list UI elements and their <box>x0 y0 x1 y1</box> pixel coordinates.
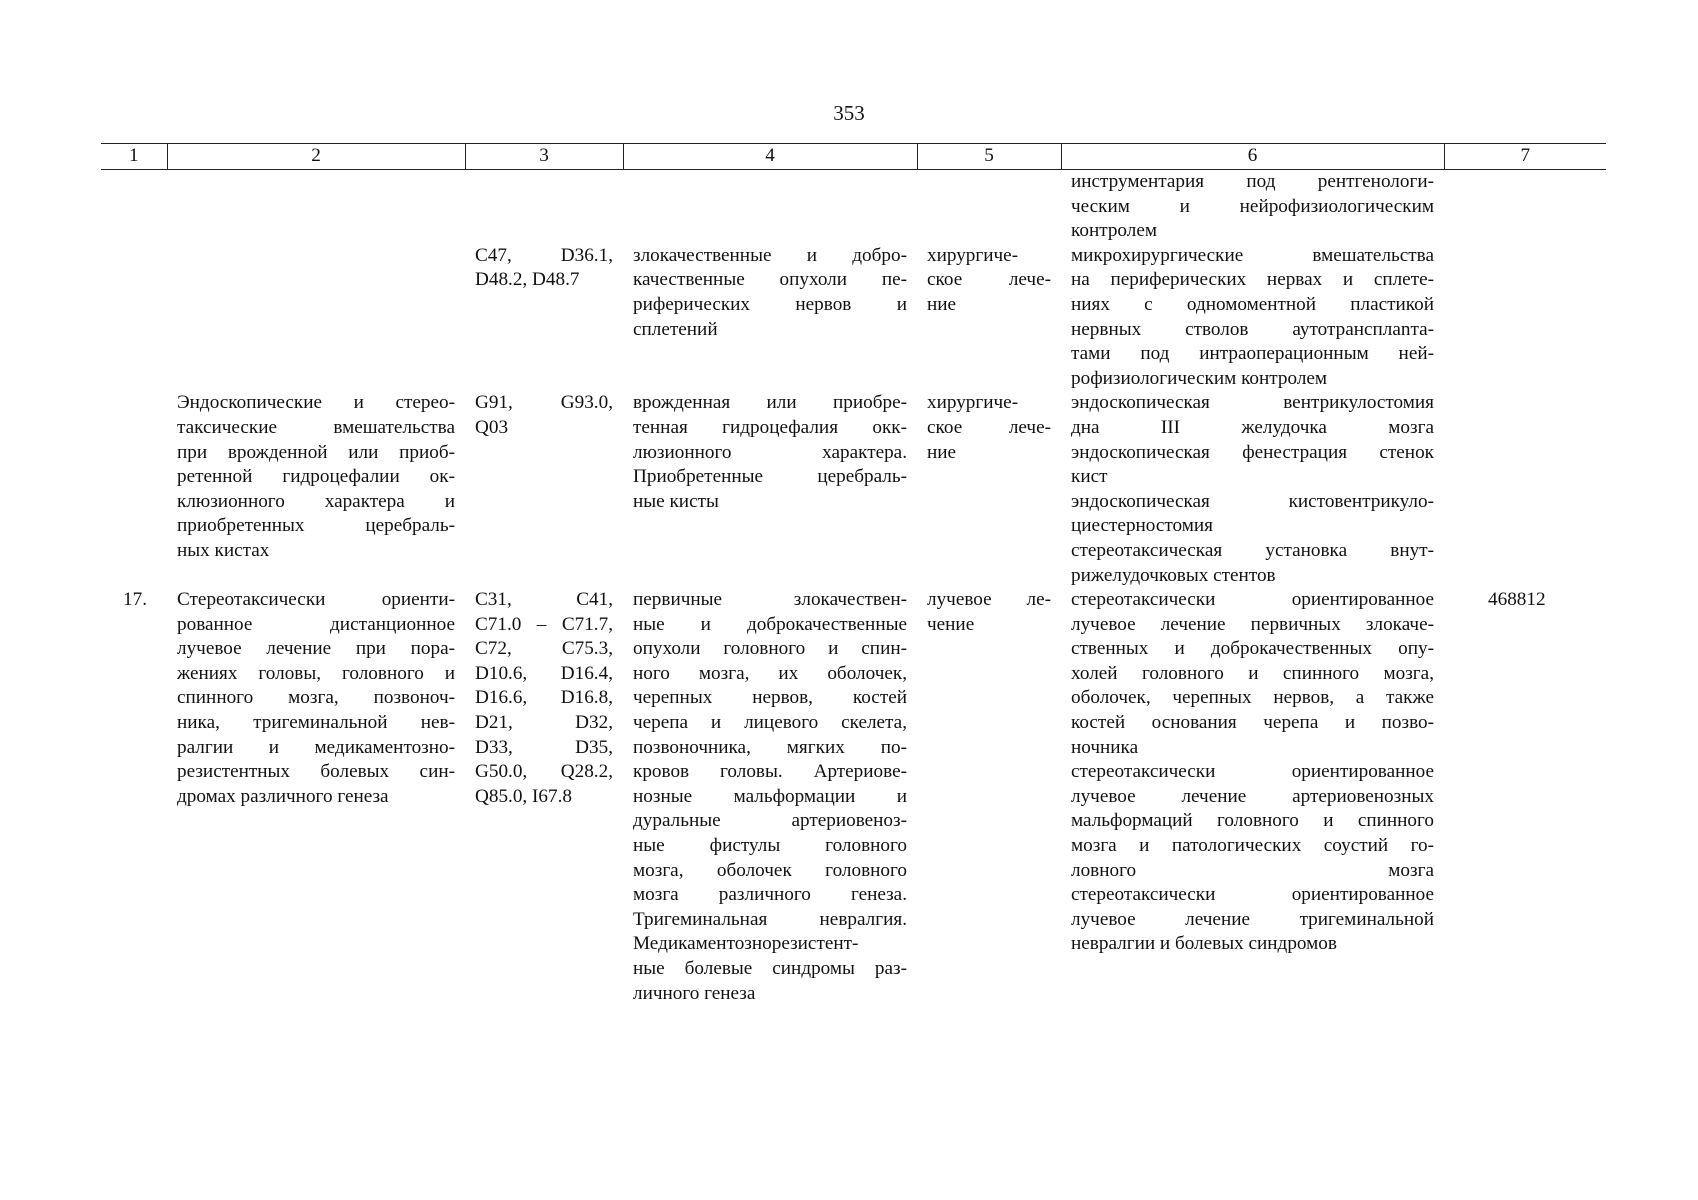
cell-line: Q85.0, I67.8 <box>475 785 572 807</box>
table-row <box>101 391 1606 588</box>
cell-line: C31, C41, <box>475 589 613 611</box>
table-row <box>101 588 1606 1006</box>
cell-line: на периферических нервах и сплете- <box>1071 269 1434 291</box>
treatment-type-cell <box>917 391 1061 588</box>
cell-line: Приобретенные церебраль- <box>633 466 907 488</box>
treatment-type-cell <box>917 588 1061 1006</box>
cell-line: оболочек, черепных нервов, а также <box>1071 687 1434 709</box>
cell-line: мозга, оболочек головного <box>633 859 907 881</box>
cell-line: люзионного характера. <box>633 441 907 463</box>
cell-line: ское лече- <box>927 269 1051 291</box>
cell-line: C47, D36.1, <box>475 244 613 266</box>
cell-line: сплетений <box>633 318 718 340</box>
icd-codes-cell <box>465 170 623 244</box>
cell-line: ного мозга, их оболочек, <box>633 662 907 684</box>
cell-line: ретенной гидроцефалии ок- <box>177 466 455 488</box>
cell-line: клюзионного характера и <box>177 490 455 512</box>
cell-line: ственных и доброкачественных опу- <box>1071 638 1434 660</box>
page-number: 353 <box>833 101 865 125</box>
cell-line: дромах различного генеза <box>177 785 389 807</box>
cell-line: Тригеминальная невралгия. <box>633 908 907 930</box>
column-header-7: 7 <box>1444 144 1606 170</box>
cell-line: ные и доброкачественные <box>633 613 907 635</box>
column-header-2: 2 <box>167 144 465 170</box>
treatment-method-cell <box>1061 170 1444 244</box>
column-header-5: 5 <box>917 144 1061 170</box>
cell-line: ных кистах <box>177 539 270 561</box>
cell-line: лучевое лечение тригеминальной <box>1071 908 1434 930</box>
column-number-header-row <box>101 144 1606 170</box>
cell-line: спинного мозга, позвоноч- <box>177 687 455 709</box>
cell-line: лучевое ле- <box>927 589 1051 611</box>
cell-line: Q03 <box>475 416 509 438</box>
cell-line: стереотаксически ориентированное <box>1071 761 1434 783</box>
cell-line: стереотаксически ориентированное <box>1071 884 1434 906</box>
row-number-cell <box>101 391 167 588</box>
cell-line: таксические вмешательства <box>177 416 455 438</box>
treatment-method-cell <box>1061 244 1444 392</box>
cell-line: костей основания черепа и позво- <box>1071 712 1434 734</box>
cell-line: ние <box>927 441 957 463</box>
cell-line: ночника <box>1071 736 1139 758</box>
cell-line: нервных стволов аутотрансплanта- <box>1071 318 1434 340</box>
cell-line: Эндоскопические и стерео- <box>177 392 455 414</box>
cost-cell <box>1444 244 1606 392</box>
cell-line: хирургиче- <box>927 244 1019 266</box>
cell-line: C71.0 – C71.7, <box>475 613 613 635</box>
cell-line: черепных нервов, костей <box>633 687 907 709</box>
row-number-cell <box>101 170 167 244</box>
cell-line: ческим и нейрофизиологическим <box>1071 195 1434 217</box>
cell-line: рофизиологическим контролем <box>1071 367 1328 389</box>
cell-line: мальформаций головного и спинного <box>1071 810 1434 832</box>
cost-cell <box>1444 170 1606 244</box>
procedure-name-cell <box>167 244 465 392</box>
patient-model-cell <box>623 170 917 244</box>
cell-line: тами под интраоперационным ней- <box>1071 343 1434 365</box>
cell-line: качественные опухоли пе- <box>633 269 907 291</box>
cell-line: хирургиче- <box>927 392 1019 414</box>
cell-line: дуральные артериовеноз- <box>633 810 907 832</box>
cell-line: D10.6, D16.4, <box>475 662 613 684</box>
cell-line: рижелудочковых стентов <box>1071 564 1276 586</box>
cell-line: эндоскопическая вентрикулостомия <box>1071 392 1434 414</box>
procedure-name-cell <box>167 391 465 588</box>
cell-line: личного генеза <box>633 982 756 1004</box>
cell-line: опухоли головного и спин- <box>633 638 907 660</box>
cell-line: циестерностомия <box>1071 515 1213 537</box>
cell-line: риферических нервов и <box>633 293 907 315</box>
cell-line: эндоскопическая кистовентрикуло- <box>1071 490 1434 512</box>
table-row <box>101 244 1606 392</box>
column-header-3: 3 <box>465 144 623 170</box>
icd-codes-cell <box>465 588 623 1006</box>
cell-line: чение <box>927 613 975 635</box>
cell-line: черепа и лицевого скелета, <box>633 712 907 734</box>
cell-line: D21, D32, <box>475 712 613 734</box>
cell-line: ные кисты <box>633 490 719 512</box>
cell-line: C72, C75.3, <box>475 638 613 660</box>
cell-line: ные фистулы головного <box>633 835 907 857</box>
column-header-1: 1 <box>101 144 167 170</box>
column-header-6: 6 <box>1061 144 1444 170</box>
treatment-method-cell <box>1061 588 1444 1006</box>
column-header-4: 4 <box>623 144 917 170</box>
cell-line: позвоночника, мягких по- <box>633 736 907 758</box>
cell-line: первичные злокачествен- <box>633 589 907 611</box>
cell-line: стереотаксическая установка внут- <box>1071 539 1434 561</box>
cell-line: Стереотаксически ориенти- <box>177 589 455 611</box>
cell-line: врожденная или приобре- <box>633 392 907 414</box>
cell-line: жениях головы, головного и <box>177 662 455 684</box>
table-row <box>101 170 1606 244</box>
cell-line: ралгии и медикаментозно- <box>177 736 455 758</box>
cell-line: ние <box>927 293 957 315</box>
treatment-type-cell <box>917 170 1061 244</box>
cell-line: ниях с одномоментной пластикой <box>1071 293 1434 315</box>
cell-line: мозга и патологических соустий го- <box>1071 835 1434 857</box>
cell-line: контролем <box>1071 220 1157 242</box>
cell-line: мозга различного генеза. <box>633 884 907 906</box>
treatment-type-cell <box>917 244 1061 392</box>
row-number-cell: 17. <box>123 589 147 611</box>
cell-line: приобретенных церебраль- <box>177 515 455 537</box>
cell-line: ское лече- <box>927 416 1051 438</box>
cell-line: G91, G93.0, <box>475 392 613 414</box>
cell-line: тенная гидроцефалия окк- <box>633 416 907 438</box>
patient-model-cell <box>623 588 917 1006</box>
cell-line: злокачественные и добро- <box>633 244 907 266</box>
row-number-cell <box>101 244 167 392</box>
cell-line: лучевое лечение при пора- <box>177 638 455 660</box>
cell-line: резистентных болевых син- <box>177 761 455 783</box>
icd-codes-cell <box>465 244 623 392</box>
cell-line: нозные мальформации и <box>633 785 907 807</box>
cell-line: D48.2, D48.7 <box>475 269 580 291</box>
treatment-method-cell <box>1061 391 1444 588</box>
cell-line: Медикаментознорезистент- <box>633 933 859 955</box>
cell-line: дна III желудочка мозга <box>1071 416 1434 438</box>
cell-line: рованное дистанционное <box>177 613 455 635</box>
cell-line: инструментария под рентгенологи- <box>1071 171 1434 192</box>
cell-line: микрохирургические вмешательства <box>1071 244 1434 266</box>
patient-model-cell <box>623 391 917 588</box>
cell-line: ника, тригеминальной нев- <box>177 712 455 734</box>
cell-line: лучевое лечение первичных злокаче- <box>1071 613 1434 635</box>
cell-line: кист <box>1071 466 1108 488</box>
cell-line: эндоскопическая фенестрация стенок <box>1071 441 1434 463</box>
icd-codes-cell <box>465 391 623 588</box>
cell-line: ные болевые синдромы раз- <box>633 958 907 979</box>
cell-line: стереотаксически ориентированное <box>1071 589 1434 611</box>
cell-line: D33, D35, <box>475 736 613 758</box>
procedures-table <box>101 143 1606 1006</box>
cell-line: лучевое лечение артериовенозных <box>1071 785 1434 807</box>
patient-model-cell <box>623 244 917 392</box>
cell-line: невралгии и болевых синдромов <box>1071 933 1337 955</box>
cell-line: G50.0, Q28.2, <box>475 761 613 783</box>
cell-line: при врожденной или приоб- <box>177 441 455 463</box>
cell-line: холей головного и спинного мозга, <box>1071 662 1434 684</box>
cost-cell: 468812 <box>1488 589 1546 611</box>
cell-line: кровов головы. Артериове- <box>633 761 907 783</box>
procedure-name-cell <box>167 588 465 1006</box>
cost-cell <box>1444 391 1606 588</box>
cell-line: D16.6, D16.8, <box>475 687 613 709</box>
procedure-name-cell <box>167 170 465 244</box>
cell-line: ловного мозга <box>1071 859 1434 881</box>
